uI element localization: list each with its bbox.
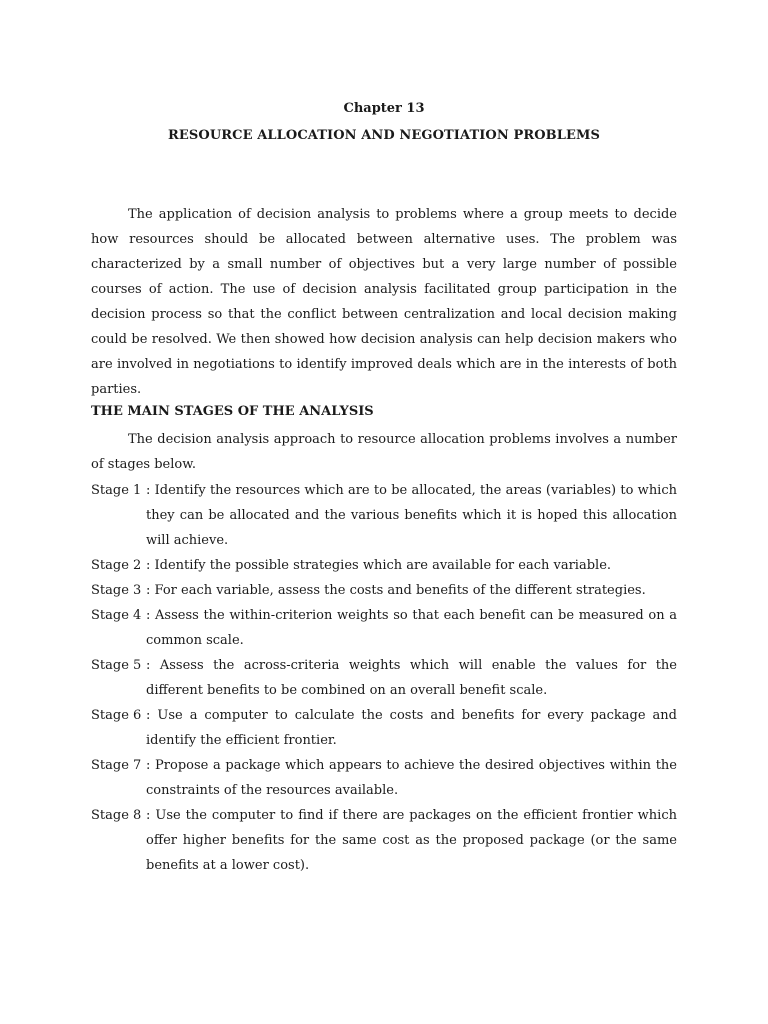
stage-item: [91, 703, 677, 753]
stage-text: : For each variable, assess the costs and benefits of the different strategies.: [146, 583, 646, 598]
stage-item: [91, 478, 677, 553]
stage-label: Stage 2: [91, 558, 142, 573]
stage-label: Stage 5: [91, 658, 142, 673]
section-paragraph: The decision analysis approach to resource allocation problems involves a number of stages below.: [91, 432, 677, 472]
stage-item: [91, 803, 677, 878]
stage-label: Stage 7: [91, 758, 142, 773]
stages-list: [91, 478, 677, 878]
stage-item: [91, 603, 677, 653]
stage-text: : Propose a package which appears to achieve the desired objectives within the constraints of the resources available.: [146, 758, 677, 798]
stage-label: Stage 3: [91, 583, 142, 598]
chapter-title: RESOURCE ALLOCATION AND NEGOTIATION PROBLEMS: [168, 128, 600, 143]
stage-label: Stage 8: [91, 808, 142, 823]
stage-item: [91, 578, 677, 603]
stage-item: [91, 553, 677, 578]
stage-text: : Identify the possible strategies which are available for each variable.: [146, 558, 612, 573]
intro-paragraph: The application of decision analysis to problems where a group meets to decide how resources should be allocated between alternative uses. The problem was characterized by a small number of objectives but a very large number of possible courses of action. The use of decision analysis facilitated group participation in the decision process so that the conflict between centralization and local decision making could be resolved. We then showed how decision analysis can help decision makers who are involved in negotiations to identify improved deals which are in the interests of both parties.: [91, 207, 677, 397]
stage-text: : Use the computer to find if there are packages on the efficient frontier which offer higher benefits for the same cost as the proposed package (or the same benefits at a lower cost).: [146, 808, 677, 873]
stage-text: : Assess the across-criteria weights which will enable the values for the different benefits to be combined on an overall benefit scale.: [146, 658, 677, 698]
stage-label: Stage 6: [91, 708, 142, 723]
stage-text: : Assess the within-criterion weights so that each benefit can be measured on a common scale.: [146, 608, 677, 648]
stage-item: [91, 753, 677, 803]
stage-label: Stage 4: [91, 608, 142, 623]
section-heading: THE MAIN STAGES OF THE ANALYSIS: [91, 404, 374, 419]
stage-text: : Use a computer to calculate the costs and benefits for every package and identify the efficient frontier.: [146, 708, 677, 748]
stage-label: Stage 1: [91, 483, 142, 498]
stage-text: : Identify the resources which are to be allocated, the areas (variables) to which they can be allocated and the various benefits which it is hoped this allocation will achieve.: [146, 483, 677, 548]
stage-item: [91, 653, 677, 703]
chapter-number: Chapter 13: [343, 101, 425, 116]
